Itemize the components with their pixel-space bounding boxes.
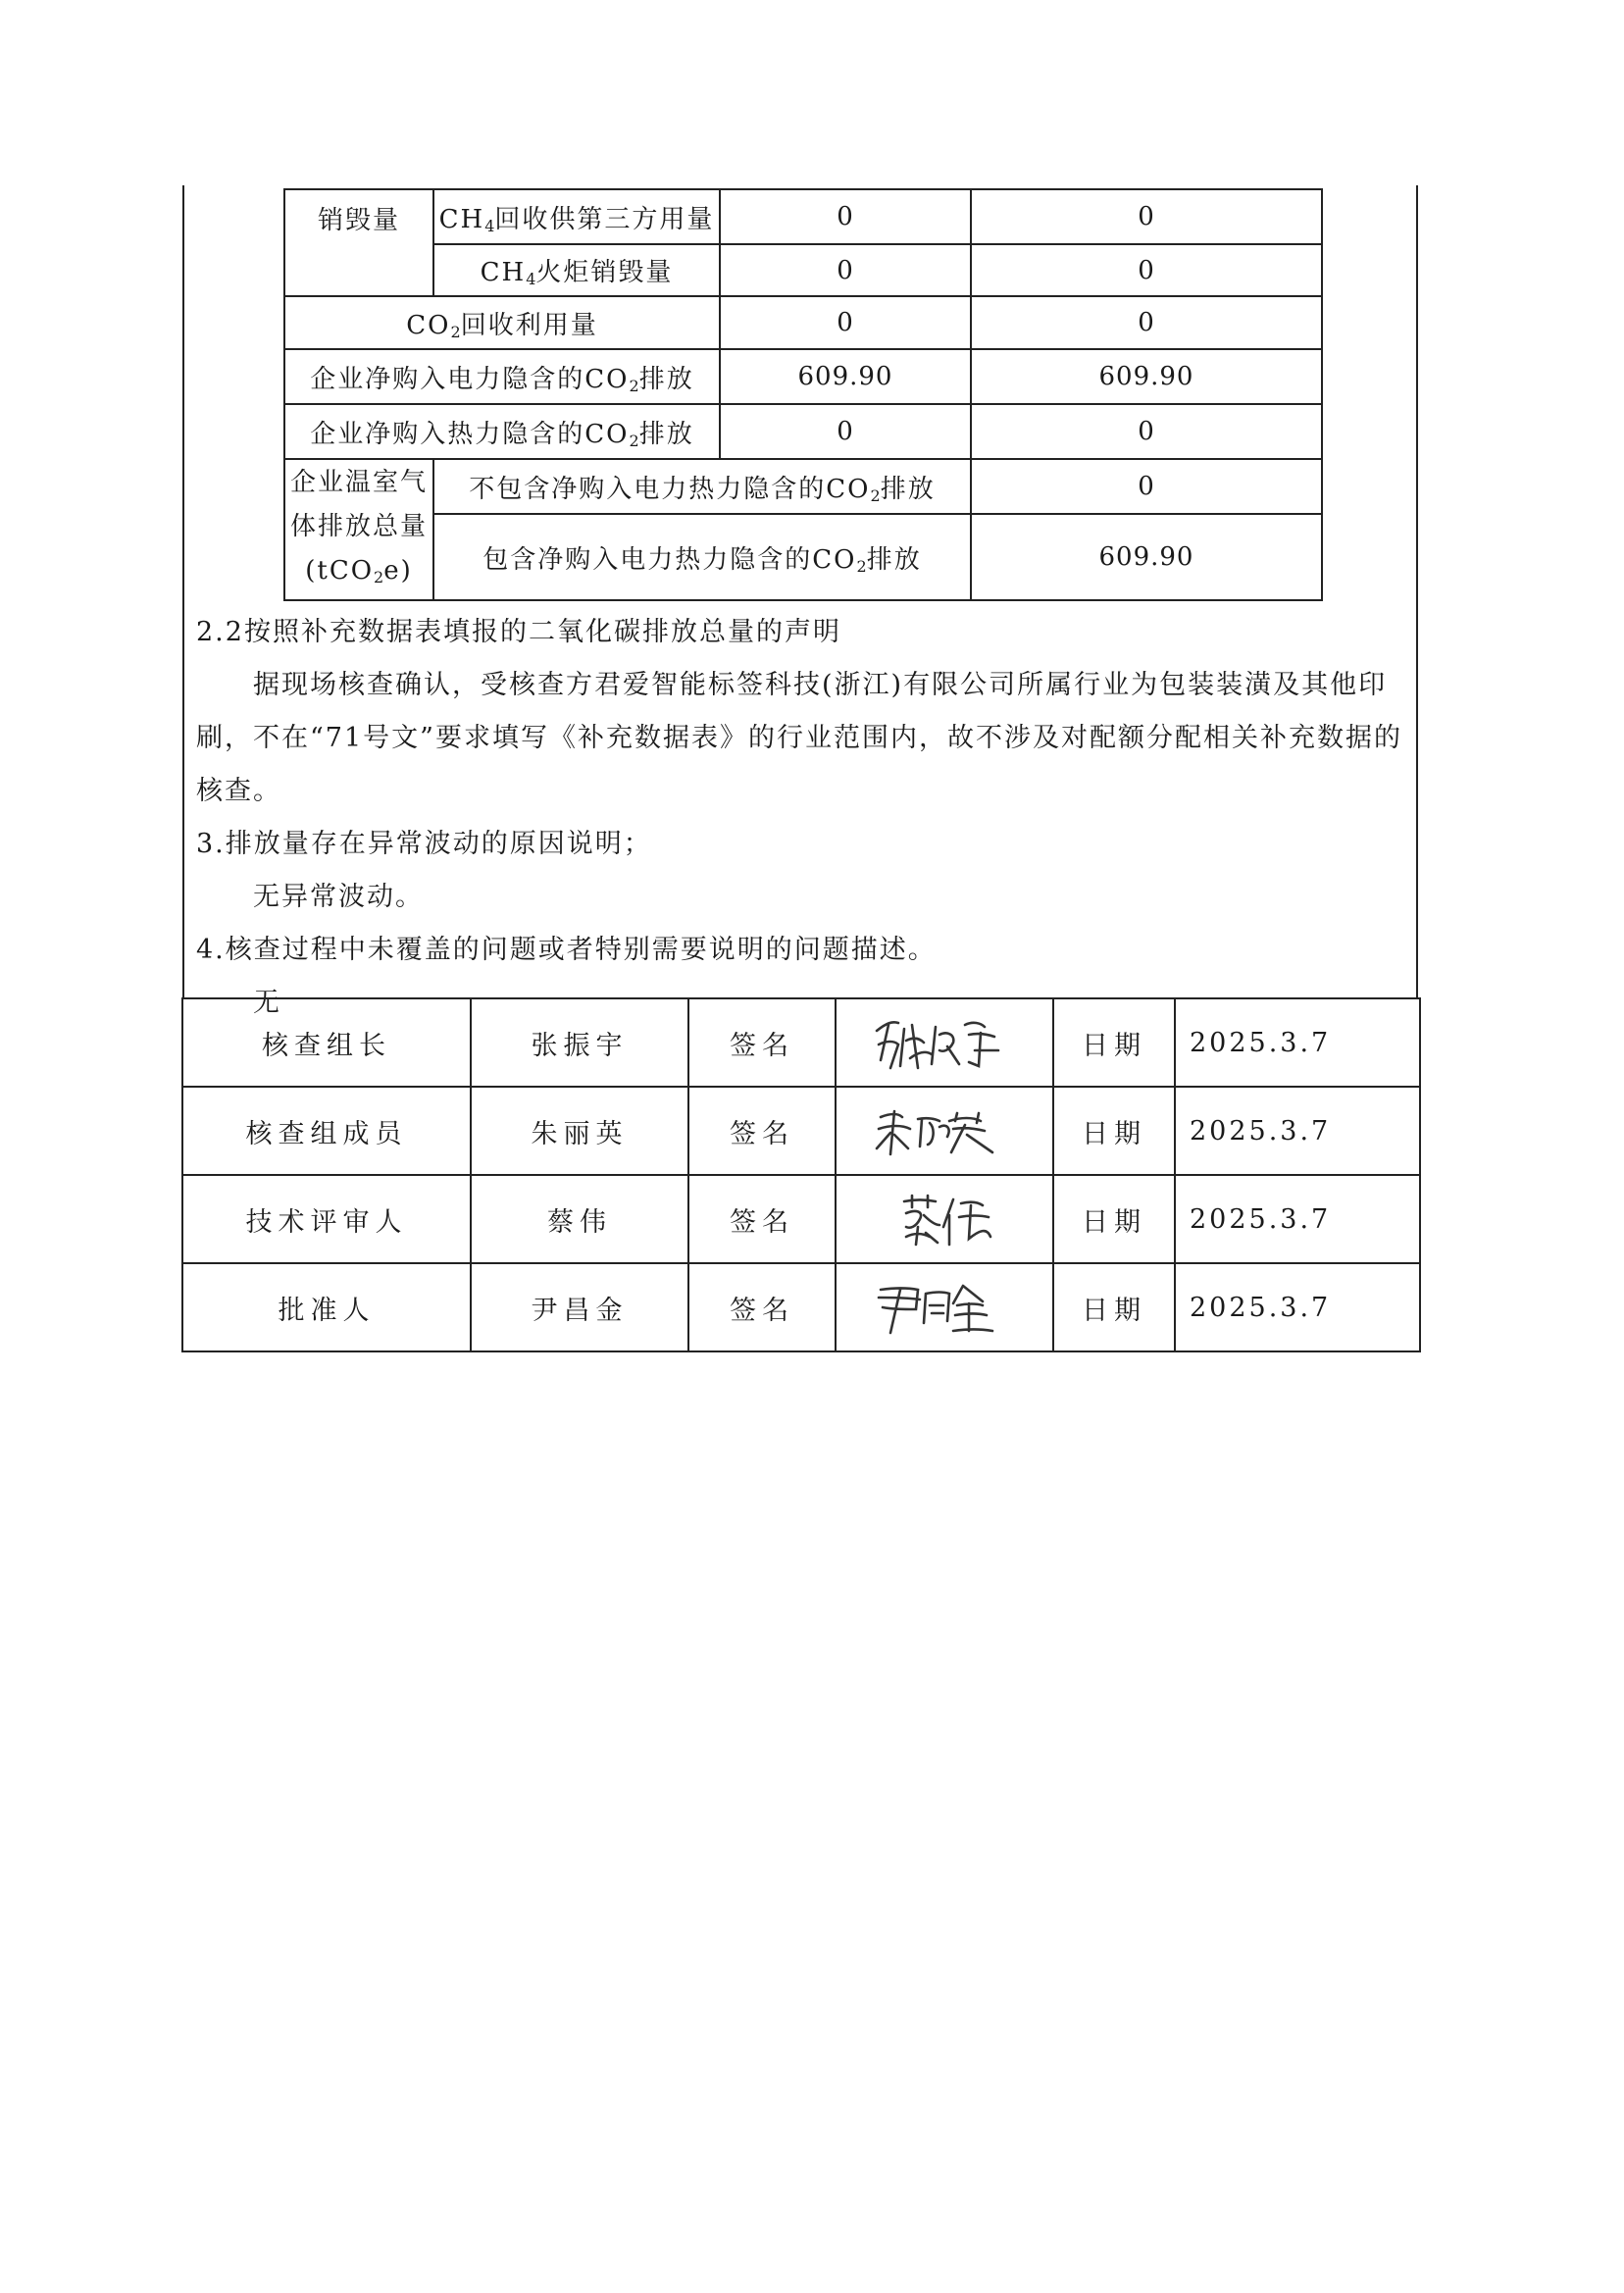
total-group-line1: 企业温室气 xyxy=(289,467,428,497)
signoff-row xyxy=(182,1087,1420,1175)
date-value: 2025.3.7 xyxy=(1175,998,1420,1087)
incl-purchased-value: 609.90 xyxy=(971,514,1322,600)
signature-image xyxy=(836,1263,1053,1351)
table-row xyxy=(284,244,1322,296)
table-row xyxy=(284,459,1322,514)
section-2-2-body: 据现场核查确认，受核查方君爱智能标签科技(浙江)有限公司所属行业为包装装潢及其他印刷，不在“71号文”要求填写《补充数据表》的行业范围内，故不涉及对配额分配相关补充数据的核查。 xyxy=(196,670,1402,806)
signoff-table xyxy=(181,997,1421,1352)
date-label: 日期 xyxy=(1053,998,1175,1087)
section-4-body: 无 xyxy=(253,988,281,1018)
sign-label: 签名 xyxy=(688,1263,836,1351)
date-label: 日期 xyxy=(1053,1087,1175,1175)
name: 尹昌金 xyxy=(471,1263,688,1351)
date-value: 2025.3.7 xyxy=(1175,1087,1420,1175)
section-2-2-title: 2.2按照补充数据表填报的二氧化碳排放总量的声明 xyxy=(196,617,841,647)
date-value: 2025.3.7 xyxy=(1175,1263,1420,1351)
heat-co2-value-2: 0 xyxy=(971,404,1322,459)
emissions-table xyxy=(283,188,1323,601)
co2-recovery-value-2: 0 xyxy=(971,296,1322,349)
statement-text xyxy=(196,606,1407,1030)
signoff-row xyxy=(182,1263,1420,1351)
signature-image xyxy=(836,998,1053,1087)
date-label: 日期 xyxy=(1053,1175,1175,1263)
role: 核查组成员 xyxy=(182,1087,471,1175)
sign-label: 签名 xyxy=(688,1175,836,1263)
heat-co2-value-1: 0 xyxy=(720,404,971,459)
role: 核查组长 xyxy=(182,998,471,1087)
table-row xyxy=(284,514,1322,600)
section-3-title: 3.排放量存在异常波动的原因说明； xyxy=(196,829,652,859)
table-row xyxy=(284,349,1322,404)
signoff-row xyxy=(182,998,1420,1087)
incl-purchased-label: 包含净购入电力热力隐含的$CO_2$排放 xyxy=(433,514,971,600)
table-row xyxy=(284,189,1322,244)
table-row xyxy=(284,296,1322,349)
power-co2-value-1: 609.90 xyxy=(720,349,971,404)
ch4-thirdparty-label: $CH_4$回收供第三方用量 xyxy=(433,189,720,244)
sign-label: 签名 xyxy=(688,998,836,1087)
ch4-thirdparty-value-1: 0 xyxy=(720,189,971,244)
power-co2-label: 企业净购入电力隐含的$CO_2$排放 xyxy=(284,349,720,404)
co2-recovery-value-1: 0 xyxy=(720,296,971,349)
excl-purchased-value: 0 xyxy=(971,459,1322,514)
total-group-unit: (tCO$_2$e) xyxy=(305,555,413,586)
ch4-flare-label: $CH_4$火炬销毁量 xyxy=(433,244,720,296)
date-value: 2025.3.7 xyxy=(1175,1175,1420,1263)
sign-label: 签名 xyxy=(688,1087,836,1175)
date-label: 日期 xyxy=(1053,1263,1175,1351)
name: 张振宇 xyxy=(471,998,688,1087)
ch4-thirdparty-value-2: 0 xyxy=(971,189,1322,244)
section-3-body: 无异常波动。 xyxy=(253,882,424,912)
signature-image xyxy=(836,1087,1053,1175)
total-group-line2: 体排放总量 xyxy=(289,511,428,541)
signature-image xyxy=(836,1175,1053,1263)
name: 朱丽英 xyxy=(471,1087,688,1175)
excl-purchased-label: 不包含净购入电力热力隐含的$CO_2$排放 xyxy=(433,459,971,514)
role: 技术评审人 xyxy=(182,1175,471,1263)
signoff-row xyxy=(182,1175,1420,1263)
role: 批准人 xyxy=(182,1263,471,1351)
co2-recovery-label: $CO_2$回收利用量 xyxy=(284,296,720,349)
heat-co2-label: 企业净购入热力隐含的$CO_2$排放 xyxy=(284,404,720,459)
ch4-flare-value-2: 0 xyxy=(971,244,1322,296)
section-4-title: 4.核查过程中未覆盖的问题或者特别需要说明的问题描述。 xyxy=(196,935,937,965)
power-co2-value-2: 609.90 xyxy=(971,349,1322,404)
total-group-label xyxy=(284,459,433,600)
destroy-group-label: 销毁量 xyxy=(284,189,433,296)
ch4-flare-value-1: 0 xyxy=(720,244,971,296)
name: 蔡伟 xyxy=(471,1175,688,1263)
table-row xyxy=(284,404,1322,459)
